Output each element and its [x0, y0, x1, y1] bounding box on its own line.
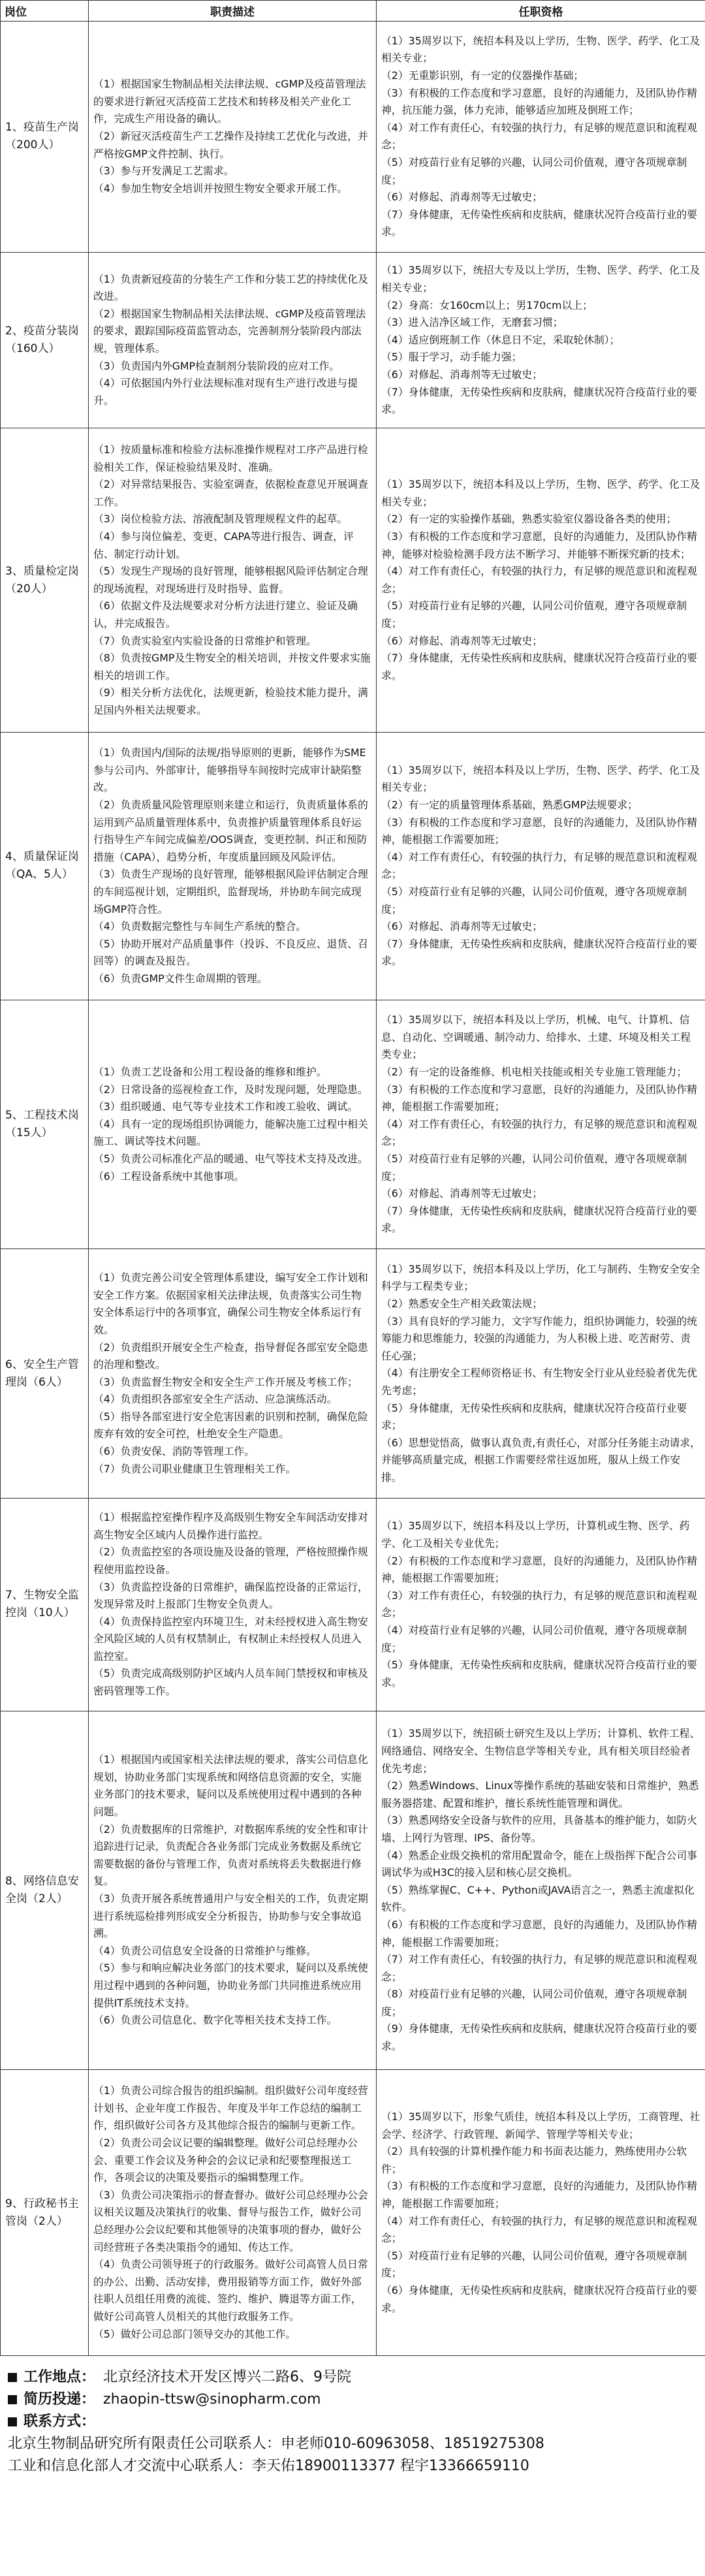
duty-item: （4）负责公司领导班子的行政服务。做好公司高管人员日常的办公、出勤、活动安排，费用报销等方面工作，做好外部往职人员组任用费的流徙、签约、维护、腾退等方面工作，做好公司高管人员相关的其他行政服务工作。: [93, 2258, 368, 2323]
requirement-item: （2）身高：女160cm以上；男170cm以上；: [381, 298, 593, 311]
requirements-cell: [377, 428, 705, 733]
requirement-item: （6）对修起、消毒剂等无过敏史；: [381, 920, 543, 933]
requirement-item: （3）有积极的工作态度和学习意愿，良好的沟通能力，及团队协作精神，能根据工作需要加班；: [381, 2180, 697, 2210]
position-cell: [1, 1000, 89, 1249]
duty-item: （3）负责国内外GMP检查制剂分装阶段的应对工作。: [93, 359, 340, 372]
duty-item: （3）负责公司决策指示的督查督办。做好公司总经理办公会议相关议题及决策执行的收集、督导与报告工作，做好公司总经理办公会议纪要和其他领导的决策事项的督办，做好公司经营班子各类决策指令的通知、传达工作。: [93, 2188, 368, 2253]
position-name: （15人）: [5, 1126, 53, 1140]
duty-item: （6）工程设备系统中其他事项。: [93, 1169, 245, 1183]
requirement-item: （2）无重影识别，有一定的仪器操作基础；: [381, 69, 584, 82]
table-row: [1, 1000, 705, 1249]
contact-label: 联系方式：: [24, 2413, 96, 2430]
duty-item: （8）负责按GMP及生物安全的相关培训，并按文件要求实施相关的培训工作。: [93, 652, 371, 682]
position-name: 控岗（10人）: [5, 1606, 75, 1620]
requirement-item: （5）熟练掌握C、C++、Python或JAVA语言之一，熟悉主流虚拟化软件。: [381, 1883, 695, 1914]
position-cell: [1, 22, 89, 253]
position-cell: [1, 1499, 89, 1711]
requirement-item: （9）身体健康，无传染性疾病和皮肤病，健康状况符合疫苗行业的要求。: [381, 2022, 697, 2053]
work-location-label: 工作地点：: [24, 2369, 96, 2385]
table-row: [1, 428, 705, 733]
duty-item: （5）负责公司标准化产品的暖通、电气等技术支持及改进。: [93, 1152, 368, 1165]
duty-item: （1）根据国家生物制品相关法律法规、cGMP及疫苗管理法的要求进行新冠灭活疫苗工艺技术和转移及相关产业化工作，完成生产用设备的确认。: [93, 78, 366, 125]
table-row: [1, 1711, 705, 2070]
duty-item: （4）负责保持监控室内环境卫生，对未经授权进入高生物安全风险区域的人员有权禁制止，有权制止未经授权人员进入监控室。: [93, 1615, 368, 1662]
requirement-item: （5）服于学习，动手能力强；: [381, 351, 522, 364]
duties-cell: [89, 733, 377, 1000]
duty-item: （5）参与和响应解决业务部门的技术要求，疑问以及系统使用过程中遇到的各种问题，协助业务部门共同推进系统应用提供IT系统技术支持。: [93, 1962, 368, 2009]
requirement-item: （2）熟悉Windows、Linux等操作系统的基础安装和日常维护，熟悉服务器搭建、配置和维护，擅长系统性能管理和调优。: [381, 1779, 699, 1809]
requirements-cell: [377, 733, 705, 1000]
resume-email-link[interactable]: zhaopin-ttsw@sinopharm.com: [103, 2391, 321, 2408]
requirement-item: （4）对工作有责任心，有较强的执行力，有足够的规范意识和流程观念；: [381, 2214, 697, 2245]
requirement-item: （3）有积极的工作态度和学习意愿，良好的沟通能力，及团队协作精神，能够对检验检测手段方法不断学习、并能够不断探究新的技术；: [381, 530, 697, 560]
duty-item: （1）根据国内或国家相关法律法规的要求，落实公司信息化规划，协助业务部门实现系统和网络信息资源的安全，实施业务部门的技术要求，疑问以及系统使用过程中遇到的各种问题。: [93, 1753, 368, 1819]
position-name: 8、网络信息安: [5, 1875, 79, 1888]
requirement-item: （4）有注册安全工程师资格证书、有生物安全行业从业经验者优先优先考虑；: [381, 1367, 697, 1397]
requirement-item: （1）35周岁以下，统招硕士研究生及以上学历；计算机、软件工程、网络通信、网络安全、生物信息学等相关专业，具有相关项目经验者优先考虑；: [381, 1727, 700, 1775]
requirement-item: （7）身体健康，无传染性疾病和皮肤病，健康状况符合疫苗行业的要求。: [381, 1204, 697, 1235]
footer-info: [4, 2366, 702, 2477]
position-name: 4、质量保证岗: [5, 850, 79, 864]
position-name: 理岗（6人）: [5, 1375, 68, 1389]
requirement-item: （8）对疫苗行业有足够的兴趣，认同公司价值观，遵守各项规章制度；: [381, 1988, 687, 2018]
table-row: [1, 1499, 705, 1711]
duty-item: （7）负责实验室内实验设备的日常维护和管理。: [93, 634, 317, 647]
duty-item: （5）协助开展对产品质量事件（投诉、不良反应、退货、召回等）的调查及报告。: [93, 937, 368, 968]
duty-item: （2）根据国家生物制品相关法律法规、cGMP及疫苗管理法的要求，跟踪国际疫苗监管动态，完善制剂分装阶段内部法规，管理体系。: [93, 307, 366, 355]
duty-item: （3）负责监控设备的日常维护，确保监控设备的正常运行，发现异常及时上报部门生物安全负责人。: [93, 1580, 368, 1611]
requirement-item: （5）对疫苗行业有足够的兴趣，认同公司价值观，遵守各项规章制度；: [381, 2249, 687, 2280]
requirement-item: （1）35周岁以下，统招大专及以上学历，生物、医学、药学、化工及相关专业；: [381, 264, 700, 294]
requirement-item: （7）身体健康，无传染性疾病和皮肤病，健康状况符合疫苗行业的要求。: [381, 937, 697, 968]
table-header-row: [1, 1, 705, 22]
position-name: 7、生物安全监: [5, 1589, 79, 1602]
duty-item: （1）负责工艺设备和公用工程设备的维修和维护。: [93, 1065, 327, 1078]
requirement-item: （6）对修起、消毒剂等无过敏史；: [381, 1187, 543, 1200]
requirement-item: （3）对工作有责任心，有较强的执行力，有足够的规范意识和流程观念；: [381, 1589, 697, 1619]
requirement-item: （4）适应倒班制工作（休息日不定，采取轮休制）；: [381, 333, 620, 346]
position-name: 2、疫苗分装岗: [5, 325, 79, 338]
position-cell: [1, 428, 89, 733]
position-name: 9、行政秘书主: [5, 2197, 79, 2210]
position-name: 管岗（2人）: [5, 2214, 68, 2228]
duty-item: （2）新冠灭活疫苗生产工艺操作及持续工艺优化与改进，并严格按GMP文件控制、执行。: [93, 130, 368, 160]
requirement-item: （6）思想觉悟高，做事认真负责,有责任心，对部分任务能主动请求，并能够高质量完成，根据工作需要经常往返加班，服从上级工作安排。: [381, 1436, 700, 1484]
requirements-cell: [377, 1711, 705, 2070]
duties-cell: [89, 2070, 377, 2356]
header-position: 岗位: [1, 1, 89, 22]
duty-item: （1）负责新冠疫苗的分装生产工作和分装工艺的持续优化及改进。: [93, 272, 368, 303]
position-name: （20人）: [5, 582, 53, 596]
position-name: 全岗（2人）: [5, 1892, 68, 1906]
duty-item: （4）具有一定的现场组织协调能力，能解决施工过程中相关施工、调试等技术问题。: [93, 1117, 368, 1148]
duty-item: （5）做好公司总部门领导交办的其他工作。: [93, 2327, 296, 2340]
requirement-item: （7）身体健康，无传染性疾病和皮肤病，健康状况符合疫苗行业的要求。: [381, 652, 697, 682]
position-name: 3、质量检定岗: [5, 564, 79, 578]
duty-item: （7）负责公司职业健康卫生管理相关工作。: [93, 1462, 296, 1475]
requirement-item: （4）对工作有责任心，有较强的执行力，有足够的规范意识和流程观念；: [381, 121, 697, 151]
requirement-item: （1）35周岁以下，统招本科及以上学历，生物、医学、药学、化工及相关专业；: [381, 763, 700, 794]
duty-item: （3）负责开展各系统普通用户与安全相关的工作，负责定期进行系统巡检排列形成安全分析报告，协助参与安全事故追溯。: [93, 1892, 368, 1940]
duty-item: （4）负责组织各部室安全生产活动、应急演练活动。: [93, 1393, 337, 1406]
table-row: [1, 733, 705, 1000]
table-row: [1, 1249, 705, 1499]
duty-item: （5）负责完成高级别防护区域内人员车间门禁授权和审核及密码管理等工作。: [93, 1667, 368, 1698]
requirement-item: （4）对工作有责任心，有较强的执行力，有足够的规范意识和流程观念；: [381, 850, 697, 881]
position-name: 1、疫苗生产岗: [5, 121, 79, 135]
duty-item: （4）参与岗位偏差、变更、CAPA等进行报告、调查，评估、制定行动计划。: [93, 530, 354, 560]
requirement-item: （2）有一定的质量管理体系基础，熟悉GMP法规要求；: [381, 799, 638, 811]
duty-item: （4）参加生物安全培训并按照生物安全要求开展工作。: [93, 182, 348, 195]
header-duties: 职责描述: [89, 1, 377, 22]
duty-item: （3）负责生产现场的良好管理，能够根据风险评估制定合理的车间巡视计划，定期组织，监督现场，并协助车间完成现场GMP符合性。: [93, 868, 368, 915]
requirement-item: （2）有积极的工作态度和学习意愿，良好的沟通能力，及团队协作精神，能根据工作需要加班；: [381, 1554, 697, 1585]
position-cell: [1, 1249, 89, 1499]
requirement-item: （6）对修起、消毒剂等无过敏史；: [381, 368, 543, 381]
requirements-cell: [377, 1249, 705, 1499]
duties-cell: [89, 22, 377, 253]
requirement-item: （1）35周岁以下，统招本科及以上学历，生物、医学、药学、化工及相关专业；: [381, 34, 700, 65]
duties-cell: [89, 1249, 377, 1499]
requirement-item: （6）有积极的工作态度和学习意愿，良好的沟通能力，及团队协作精神，能根据工作需要加班；: [381, 1918, 697, 1948]
work-location-value: 北京经济技术开发区博兴二路6、9号院: [103, 2369, 352, 2385]
position-cell: [1, 1711, 89, 2070]
requirement-item: （4）对工作有责任心，有较强的执行力，有足够的规范意识和流程观念；: [381, 565, 697, 595]
bullet-square-icon: [8, 2395, 17, 2404]
requirement-item: （6）对修起、消毒剂等无过敏史；: [381, 191, 543, 204]
requirement-item: （1）35周岁以下，统招本科及以上学历，生物、医学、药学、化工及相关专业；: [381, 478, 700, 508]
duty-item: （2）负责监控室的各项设施及设备的管理，严格按照操作规程使用监控设备。: [93, 1546, 368, 1576]
requirement-item: （4）熟悉企业级交换机的常用配置命令，能在上级指挥下配合公司事调试华为或H3C的接入层和核心层交换机。: [381, 1849, 697, 1879]
duty-item: （3）参与开发满足工艺需求。: [93, 165, 234, 178]
requirement-item: （5）身体健康，无传染性疾病和皮肤病，健康状况符合疫苗行业的要求。: [381, 1659, 697, 1689]
position-name: 6、安全生产管: [5, 1358, 79, 1371]
requirement-item: （5）身体健康，无传染性疾病和皮肤病，健康状况符合疫苗行业要求；: [381, 1401, 687, 1432]
duty-item: （1）根据监控室操作程序及高级别生物安全车间活动安排对高生物安全区域内人员操作进行监控。: [93, 1511, 368, 1541]
duties-cell: [89, 1499, 377, 1711]
duty-item: （1）负责国内/国际的法规/指导原则的更新，能够作为SME参与公司内、外部审计，能够指导车间按时完成审计缺陷整改。: [93, 746, 366, 794]
requirement-item: （2）熟悉安全生产相关政策法规；: [381, 1297, 543, 1311]
requirement-item: （6）身体健康，无传染性疾病和皮肤病，健康状况符合疫苗行业的要求。: [381, 2284, 697, 2314]
duties-cell: [89, 1711, 377, 2070]
requirement-item: （3）有积极的工作态度和学习意愿，良好的沟通能力，及团队协作精神，能根据工作需要加班；: [381, 816, 697, 846]
position-name: （160人）: [5, 342, 60, 356]
requirement-item: （1）35周岁以下，统招本科及以上学历，化工与制药、生物安全安全科学与工程类专业；: [381, 1262, 700, 1293]
position-name: 5、工程技术岗: [5, 1109, 79, 1122]
duties-cell: [89, 252, 377, 428]
table-body: [1, 22, 705, 2356]
contact-row: [4, 2411, 702, 2433]
duty-item: （6）负责安保、消防等管理工作。: [93, 1445, 255, 1458]
duty-item: （3）组织暖通、电气等专业技术工作和竣工验收、调试。: [93, 1100, 358, 1113]
position-cell: [1, 2070, 89, 2356]
duty-item: （2）负责公司会议记要的编辑整理。做好公司总经理办公会、重要工作会议及务种会的会议记录和纪要整理报送工作，各项会议的决策及要指示的编辑整理工作。: [93, 2136, 358, 2184]
duty-item: （1）按质量标准和检验方法标准操作规程对工序产品进行检验相关工作，保证检验结果及时、准确。: [93, 443, 368, 473]
duty-item: （6）负责公司信息化、数字化等相关技术支持工作。: [93, 2014, 337, 2027]
resume-row: [4, 2389, 702, 2411]
requirements-cell: [377, 2070, 705, 2356]
duty-item: （3）岗位检验方法、溶液配制及管理规程文件的起草。: [93, 513, 348, 526]
requirement-item: （2）有一定的设备维修、机电相关技能或相关专业施工管理能力；: [381, 1065, 687, 1078]
work-location-row: [4, 2366, 702, 2389]
bullet-square-icon: [8, 2373, 17, 2382]
requirement-item: （1）35周岁以下，统招本科及以上学历，计算机或生物、医学、药学、化工及相关专业优先；: [381, 1519, 690, 1550]
position-cell: [1, 252, 89, 428]
duty-item: （2）负责质量风险管理原则来建立和运行，负责质量体系的运用到产品质量管理体系中，负责推护质量管理体系良好运行指导生产车间完成偏差/OOS调查，变更控制、纠正和预防措施（CAPA），趋势分析，年度质量回顾及风险评估。: [93, 799, 368, 863]
duty-item: （1）负责完善公司安全管理体系建设，编写安全工作计划和安全工作方案。依据国家相关法律法规，负责落实公司生物安全体系运行中的各项事宜，确保公司生物安全体系运行有效。: [93, 1271, 368, 1336]
position-name: （200人）: [5, 138, 60, 152]
duty-item: （4）负责数据完整性与车间生产系统的整合。: [93, 920, 306, 933]
duty-item: （2）日常设备的巡视检查工作，及时发现问题，处理隐患。: [93, 1083, 368, 1096]
requirements-cell: [377, 22, 705, 253]
requirement-item: （1）35周岁以下，形象气质佳，统招本科及以上学历，工商管理、社会学、经济学、行政管理、新闻学、管理学等相关专业；: [381, 2110, 700, 2140]
requirement-item: （3）具有良好的学习能力，文字写作能力，组织协调能力，较强的统筹能力和思维能力，较强的沟通能力，为人积极上进、吃苦耐劳、责任心强；: [381, 1314, 697, 1362]
position-name: （QA、5人）: [5, 868, 73, 882]
table-row: [1, 252, 705, 428]
requirements-cell: [377, 252, 705, 428]
requirement-item: （4）对疫苗行业有足够的兴趣，认同公司价值观，遵守各项规章制度；: [381, 1623, 687, 1654]
duty-item: （6）依据文件及法规要求对分析方法进行建立、验证及确认，并完成报告。: [93, 599, 358, 629]
position-cell: [1, 733, 89, 1000]
duty-item: （4）负责公司信息安全设备的日常维护与维修。: [93, 1944, 317, 1957]
requirement-item: （3）有积极的工作态度和学习意愿，良好的沟通能力，及团队协作精神，能根据工作需要加班；: [381, 1083, 697, 1113]
requirements-cell: [377, 1499, 705, 1711]
resume-label: 简历投递：: [24, 2391, 96, 2408]
duty-item: （9）相关分析方法优化，法规更新，检验技术能力提升，满足国内外相关法规要求。: [93, 686, 368, 716]
table-row: [1, 22, 705, 253]
duty-item: （2）负责数据库的日常维护，对数据库系统的安全性和审计追踪进行记录，负责配合各业务部门完成业务数据及系统它需要数据的备份与管理工作，负责对系统将丢失数据进行修复。: [93, 1822, 368, 1888]
requirement-item: （7）对工作有责任心，有较强的执行力，有足够的规范意识和流程观念；: [381, 1953, 697, 1983]
requirement-item: （3）有积极的工作态度和学习意愿，良好的沟通能力，及团队协作精神，抗压能力强，体力充沛，能够适应加班及倒班工作；: [381, 86, 697, 117]
duty-item: （6）负责GMP文件生命周期的管理。: [93, 972, 268, 985]
duty-item: （3）负责监督生物安全和安全生产工作开展及考核工作；: [93, 1375, 358, 1388]
requirement-item: （3）进入洁净区域工作，无磨套习惯；: [381, 316, 563, 329]
duties-cell: [89, 428, 377, 733]
duty-item: （5）指导各部室进行安全危害因素的识别和控制，确保危险废弃有效的安全可控，杜绝安全生产隐患。: [93, 1410, 368, 1440]
contact-line-2: 工业和信息化部人才交流中心联系人：李天佑18900113377 程宇13366659110: [8, 2458, 529, 2474]
contact-line-1: 北京生物制品研究所有限责任公司联系人：申老师010-60963058、18519275308: [8, 2436, 544, 2452]
header-requirements: 任职资格: [377, 1, 705, 22]
requirements-cell: [377, 1000, 705, 1249]
table-row: [1, 2070, 705, 2356]
requirement-item: （4）对工作有责任心，有较强的执行力，有足够的规范意识和流程观念；: [381, 1117, 697, 1148]
requirement-item: （7）身体健康，无传染性疾病和皮肤病，健康状况符合疫苗行业的要求。: [381, 208, 697, 238]
requirement-item: （6）对修起、消毒剂等无过敏史；: [381, 634, 543, 647]
requirement-item: （1）35周岁以下，统招本科及以上学历，机械、电气、计算机、信息、自动化、空调暖通、制冷动力、给排水、土建、环境及相关工程类专业；: [381, 1013, 691, 1061]
requirement-item: （2）具有较强的计算机操作能力和书面表达能力，熟练使用办公软件；: [381, 2145, 687, 2175]
duties-cell: [89, 1000, 377, 1249]
duty-item: （4）可依据国内外行业法规标准对现有生产进行改进与提升。: [93, 377, 358, 407]
duty-item: （1）负责公司综合报告的组织编制。组织做好公司年度经营计划书、企业年度工作报告、年度及半年工作总结的编制工作，组织做好公司各方及其他综合报告的编制与更新工作。: [93, 2084, 368, 2132]
requirement-item: （7）身体健康，无传染性疾病和皮肤病，健康状况符合疫苗行业的要求。: [381, 385, 697, 416]
requirement-item: （3）熟悉网络安全设备与软件的应用，具备基本的维护能力，如防火墙、上网行为管理、IPS、备份等。: [381, 1814, 697, 1844]
requirement-item: （5）对疫苗行业有足够的兴趣，认同公司价值观，遵守各项规章制度；: [381, 599, 687, 629]
requirement-item: （5）对疫苗行业有足够的兴趣，认同公司价值观，遵守各项规章制度；: [381, 155, 687, 186]
duty-item: （5）发现生产现场的良好管理，能够根据风险评估制定合理的现场流程，对现场进行及时指导、监督。: [93, 565, 368, 595]
bullet-square-icon: [8, 2417, 17, 2426]
duty-item: （2）对异常结果报告、实验室调查，依据检查意见开展调查工作。: [93, 478, 368, 508]
duty-item: （2）负责组织开展安全生产检查，指导督促各部室安全隐患的治理和整改。: [93, 1341, 368, 1371]
requirement-item: （5）对疫苗行业有足够的兴趣，认同公司价值观，遵守各项规章制度；: [381, 1152, 687, 1183]
requirement-item: （5）对疫苗行业有足够的兴趣，认同公司价值观，遵守各项规章制度；: [381, 885, 687, 915]
requirement-item: （2）有一定的实验操作基础，熟悉实验室仪器设备各类的使用；: [381, 513, 677, 526]
